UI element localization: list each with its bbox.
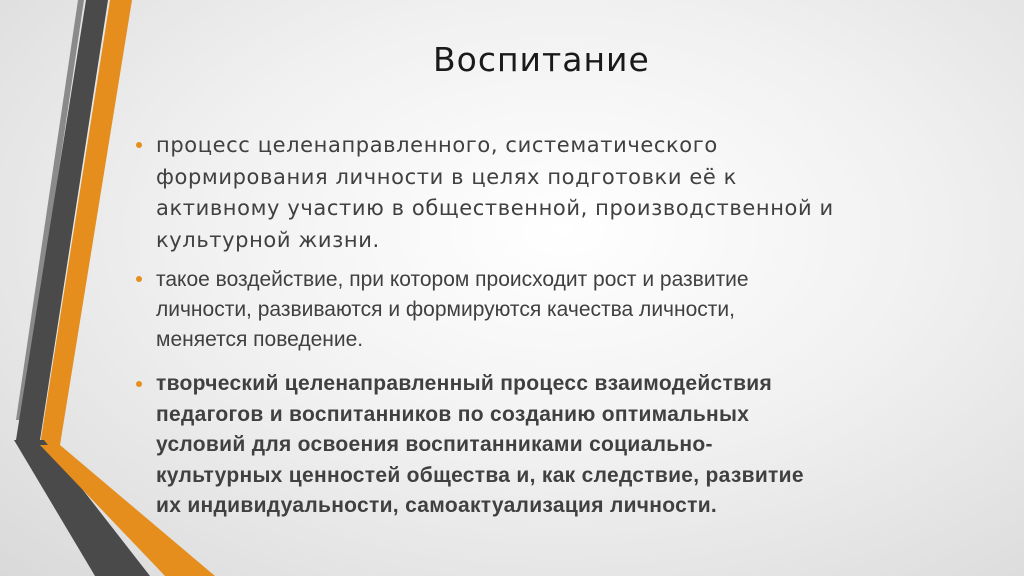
bullet-text-1	[156, 130, 1006, 256]
bullet-item-2	[136, 265, 1006, 355]
bullet-line: творческий целенаправленный процесс взаимодействия	[156, 372, 773, 395]
bullet-line: культурных ценностей общества и, как следствие, развитие	[156, 463, 804, 487]
bullet-line: личности, развиваются и формируются качества личности,	[156, 298, 735, 321]
bullet-item-1	[136, 130, 1006, 256]
bullet-line: условий для освоения воспитанниками социально-	[156, 433, 713, 456]
bullet-line: их индивидуальности, самоактуализация личности.	[156, 494, 718, 517]
bullet-text-2	[156, 265, 1006, 355]
bullet-text-3	[156, 369, 1006, 522]
bullet-line: культурной жизни.	[156, 227, 380, 252]
bullet-dot-icon	[136, 381, 142, 387]
bullet-line: такое воздействие, при котором происходит рост и развитие	[156, 268, 749, 291]
bullet-line: формирования личности в целях подготовки её к	[156, 164, 737, 189]
bullet-item-3	[136, 369, 1006, 522]
bullet-line: процесс целенаправленного, систематического	[156, 133, 718, 157]
bullet-line: активному участию в общественной, производственной и	[156, 196, 834, 220]
bullet-line: меняется поведение.	[156, 328, 364, 351]
bullet-dot-icon	[136, 142, 142, 148]
slide-title: Воспитание	[433, 40, 650, 79]
bullet-line: педагогов и воспитанников по созданию оптимальных	[156, 402, 750, 426]
bullet-dot-icon	[136, 276, 142, 282]
